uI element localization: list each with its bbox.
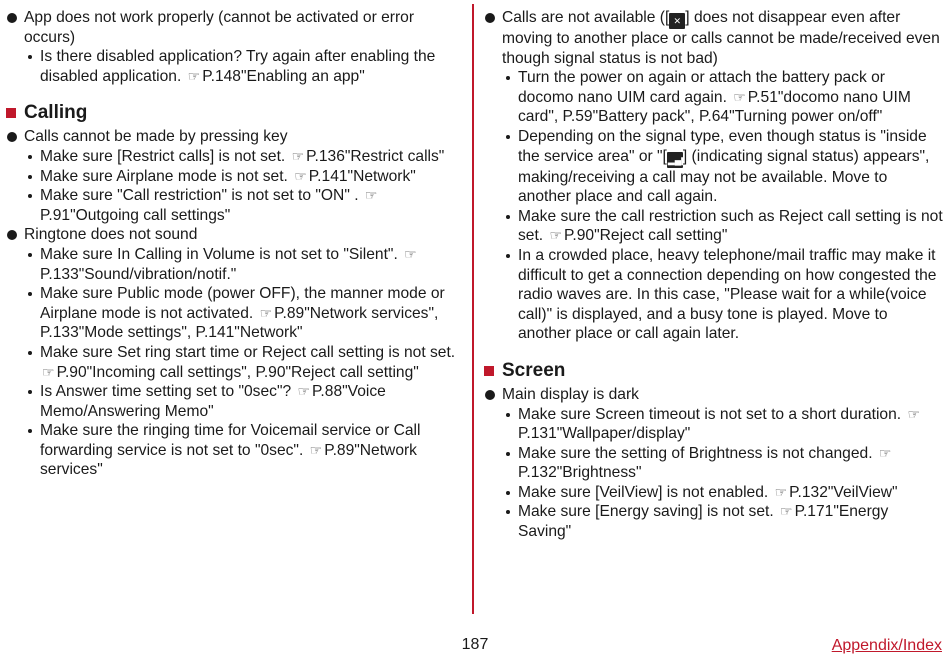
sub-item: Depending on the signal type, even though status is "inside the service area" or "[▂▄▆] (indicating signal status) appears", making/receiving a call may not be available. Move to another place and call again. (484, 127, 944, 207)
page-number: 187 (461, 636, 489, 653)
reference-icon: ☞ (733, 88, 746, 105)
section-heading-calling: Calling (6, 102, 456, 124)
no-service-icon: ✕ (669, 13, 685, 29)
sub-item: Make sure [Energy saving] is not set. ☞ P.171"Energy Saving" (484, 502, 944, 541)
sub-item: Make sure Airplane mode is not set. ☞ P.141"Network" (6, 167, 456, 187)
reference-icon: ☞ (364, 187, 378, 204)
sub-item: Make sure the ringing time for Voicemail service or Call forwarding service is not set to "0sec". ☞ P.89"Network services" (6, 421, 456, 480)
reference-icon: ☞ (259, 304, 273, 321)
bullet-item: Ringtone does not sound (6, 225, 456, 245)
sub-item: Is there disabled application? Try again after enabling the disabled application. ☞ P.148"Enabling an app" (6, 47, 456, 86)
sub-item: Make sure [VeilView] is not enabled. ☞ P.132"VeilView" (484, 483, 944, 503)
sub-item: Is Answer time setting set to "0sec"? ☞ P.88"Voice Memo/Answering Memo" (6, 382, 456, 421)
reference-icon: ☞ (780, 503, 793, 520)
sub-item: Make sure the call restriction such as Reject call setting is not set. ☞ P.90"Reject call setting" (484, 207, 944, 246)
signal-strength-icon: ▂▄▆ (667, 152, 683, 168)
section-heading-screen: Screen (484, 360, 944, 382)
sub-item: Make sure Set ring start time or Reject call setting is not set. ☞ P.90"Incoming call settings", P.90"Reject call setting" (6, 343, 456, 382)
sub-item: Make sure Screen timeout is not set to a short duration. ☞P.131"Wallpaper/display" (484, 405, 944, 444)
reference-icon: ☞ (294, 167, 307, 184)
reference-icon: ☞ (549, 227, 563, 244)
column-divider (472, 4, 474, 614)
sub-item: Make sure In Calling in Volume is not set to "Silent". ☞P.133"Sound/vibration/notif." (6, 245, 456, 284)
sub-item: Make sure "Call restriction" is not set to "ON" . ☞P.91"Outgoing call settings" (6, 186, 456, 225)
left-column (6, 8, 456, 480)
reference-icon: ☞ (774, 483, 788, 500)
sub-item: In a crowded place, heavy telephone/mail traffic may make it difficult to get a connection depending on how congested the radio waves are. In this case, "Please wait for a while(voice call)" is displayed, and a busy tone is played. Move to another place or call again later. (484, 246, 944, 344)
bullet-item: App does not work properly (cannot be activated or error occurs) (6, 8, 456, 47)
appendix-index-link[interactable]: Appendix/Index (831, 637, 942, 654)
sub-item: Make sure Public mode (power OFF), the manner mode or Airplane mode is not activated. ☞ P.89"Network services", P.133"Mode settings", P.141"Network" (6, 284, 456, 343)
right-column (484, 8, 944, 542)
reference-icon: ☞ (404, 245, 417, 262)
reference-icon: ☞ (878, 444, 892, 461)
sub-item: Turn the power on again or attach the battery pack or docomo nano UIM card again. ☞ P.51"docomo nano UIM card", P.59"Battery pack", P.64"Turning power on/off" (484, 68, 944, 127)
sub-item: Make sure [Restrict calls] is not set. ☞ P.136"Restrict calls" (6, 147, 456, 167)
bullet-item: Calls cannot be made by pressing key (6, 127, 456, 147)
reference-icon: ☞ (187, 67, 201, 84)
reference-icon: ☞ (309, 441, 323, 458)
reference-icon: ☞ (291, 147, 305, 164)
reference-icon: ☞ (42, 363, 55, 380)
reference-icon: ☞ (297, 383, 311, 400)
bullet-item: Main display is dark (484, 385, 944, 405)
sub-item: Make sure the setting of Brightness is not changed. ☞P.132"Brightness" (484, 444, 944, 483)
bullet-item: Calls are not available ([ ✕ ] does not disappear even after moving to another place or calls cannot be made/received even though signal status is not bad) (484, 8, 944, 68)
reference-icon: ☞ (907, 405, 921, 422)
